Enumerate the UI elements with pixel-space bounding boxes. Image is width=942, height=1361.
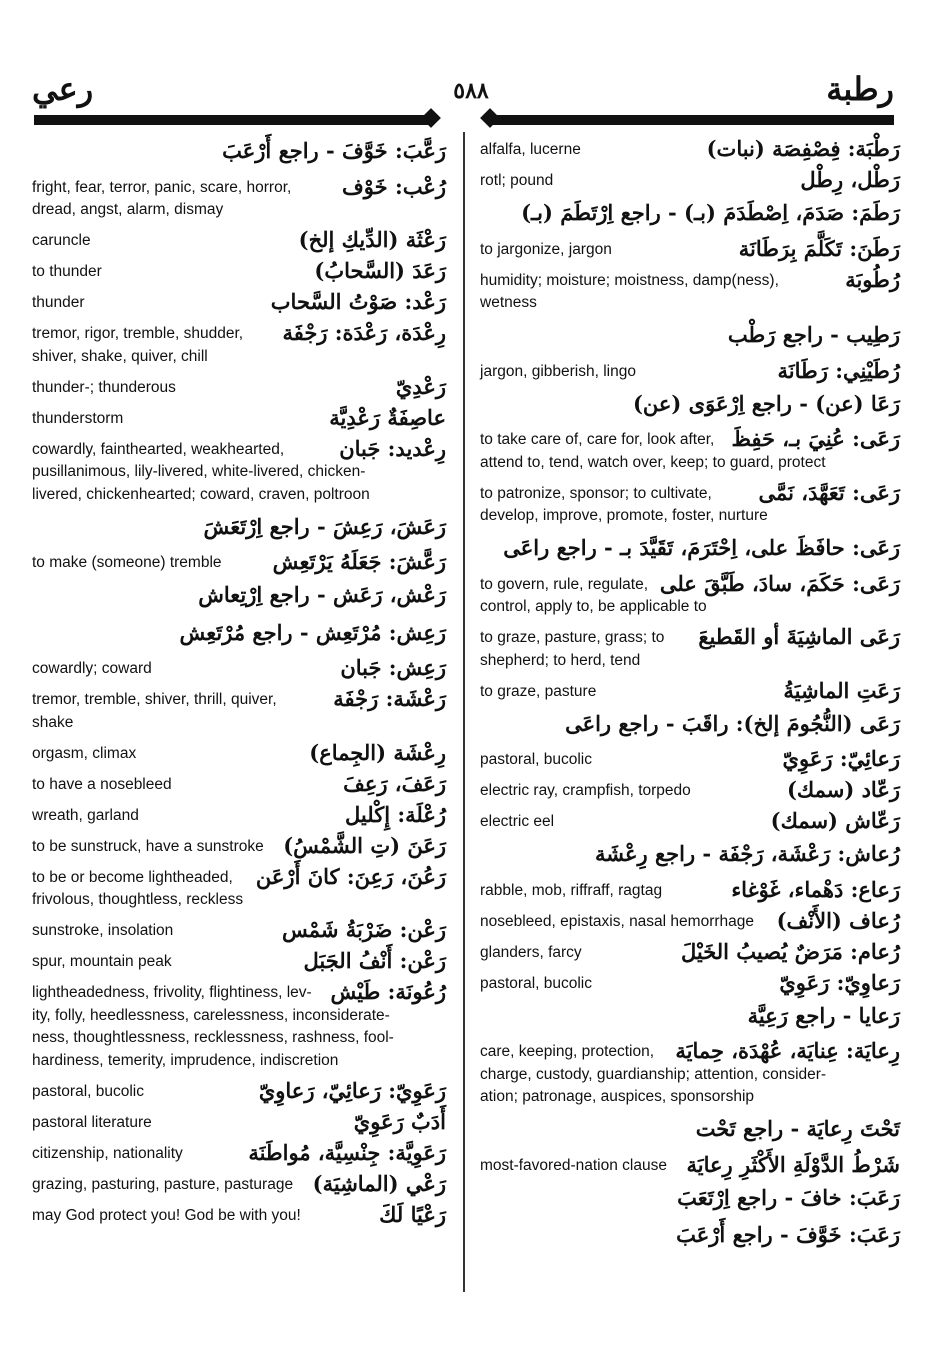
arabic-headword: رَطْل، رِطْل — [800, 167, 900, 192]
english-definition: to graze, pasture, grass; to — [480, 629, 665, 646]
dictionary-entry — [32, 800, 446, 828]
english-definition: thunder-; thunderous — [32, 378, 176, 396]
english-definition: tremor, tremble, shiver, thrill, quiver, — [32, 691, 277, 708]
arabic-headword: رَعَوِيّ: رَعائِيّ، رَعاوِيّ — [258, 1077, 446, 1103]
arabic-headword: رَعْثَة (الدِّيكِ إلخ) — [298, 227, 446, 252]
english-definition: control, apply to, be applicable to — [480, 598, 707, 615]
arabic-headword: رَعْد: صَوْتُ السَّحاب — [270, 289, 446, 314]
english-definition: wreath, garland — [32, 806, 139, 824]
english-definition: pastoral literature — [32, 1113, 152, 1131]
dictionary-entry — [32, 1076, 446, 1104]
dictionary-entry — [480, 622, 900, 672]
english-definition: jargon, gibberish, lingo — [480, 362, 636, 380]
dictionary-entry — [480, 318, 900, 352]
english-definition: ation; patronage, auspices, sponsorship — [480, 1088, 755, 1105]
english-definition: citizenship, nationality — [32, 1144, 183, 1162]
english-definition: pastoral, bucolic — [32, 1082, 145, 1100]
arabic-headword: رُعاف (الأَنْف) — [776, 907, 900, 933]
dictionary-entry — [480, 744, 900, 772]
arabic-headword: رَطَمَ: صَدَمَ، اِصْطَدَمَ (بـ) - راجع اِرْتَطَمَ (بـ) — [521, 200, 900, 225]
arabic-headword: رَعْيًا لَكَ — [379, 1201, 446, 1227]
dictionary-entry — [480, 424, 900, 474]
dictionary-entry — [32, 1107, 446, 1135]
dictionary-entry — [480, 196, 900, 230]
english-definition: lightheadedness, frivolity, flightiness, lev- — [32, 984, 312, 1001]
dictionary-entry — [480, 906, 900, 934]
arabic-headword: رَعَّشَ: جَعَلَهُ يَرْتَعِش — [272, 549, 446, 574]
dictionary-entry — [32, 977, 446, 1072]
dictionary-entry — [480, 1150, 900, 1178]
dictionary-entry — [32, 172, 446, 222]
dictionary-entry — [480, 707, 900, 741]
dictionary-entry — [480, 569, 900, 619]
english-definition: rabble, mob, riffraff, ragtag — [480, 881, 663, 899]
arabic-headword: رَعِش: مُرْتَعِش - راجع مُرْتَعِش — [179, 619, 446, 645]
dictionary-entry — [480, 478, 900, 528]
arabic-headword: رَعَى: عُنِيَ بـ، حَفِظَ — [731, 426, 900, 451]
arabic-headword: رَعّاش (سمك) — [770, 808, 900, 833]
arabic-headword: رَعائِيّ: رَعَوِيّ — [782, 746, 900, 771]
arabic-headword: رَعايا - راجع رَعِيَّة — [747, 1002, 900, 1028]
arabic-headword: رُعْب: خَوْف — [342, 173, 446, 199]
dictionary-entry — [480, 837, 900, 871]
english-definition: glanders, farcy — [480, 943, 582, 961]
arabic-headword: رَعُنَ، رَعِنَ: كانَ أَرْعَن — [255, 863, 446, 889]
dictionary-entry — [32, 134, 446, 168]
dictionary-entry — [32, 547, 446, 575]
english-definition: orgasm, climax — [32, 744, 137, 762]
arabic-headword: رَعْشَة: رَجْفَة — [333, 686, 446, 711]
arabic-headword: رَعَى الماشِيَةَ أو القَطيعَ — [698, 624, 900, 649]
header-rule-right — [490, 115, 894, 125]
arabic-headword: رَعَوِيَّة: جِنْسِيَّة، مُواطَنَة — [248, 1139, 446, 1165]
english-definition: care, keeping, protection, — [480, 1043, 655, 1060]
arabic-headword: عاصِفَةٌ رَعْدِيَّة — [329, 404, 446, 430]
arabic-headword: رَعَبَ: خَوَّفَ - راجع أَرْعَبَ — [676, 1222, 900, 1247]
dictionary-entry — [32, 915, 446, 943]
arabic-headword: شَرْطُ الدَّوْلَةِ الأَكْثَرِ رِعايَة — [686, 1151, 900, 1177]
dictionary-entry — [32, 225, 446, 253]
dictionary-entry — [480, 1112, 900, 1146]
arabic-headword: رِعْدَة، رَعْدَة: رَجْفَة — [282, 320, 446, 345]
arabic-headword: رَعاع: دَهْماء، غَوْغاء — [731, 876, 900, 902]
english-definition: to be sunstruck, have a sunstroke — [32, 837, 264, 855]
english-definition: rotl; pound — [480, 172, 554, 189]
arabic-headword: رَعِش: جَبان — [340, 655, 446, 680]
dictionary-entry — [480, 999, 900, 1033]
arabic-headword: رَعَدَ (السَّحابُ) — [314, 258, 446, 283]
dictionary-entry — [480, 1036, 900, 1109]
english-definition: ness, thoughtlessness, recklessness, rashness, fool- — [32, 1029, 394, 1046]
dictionary-entry — [480, 676, 900, 704]
arabic-headword: رَعْدِيّ — [395, 373, 446, 399]
english-definition: to make (someone) tremble — [32, 554, 222, 571]
dictionary-entry — [480, 165, 900, 193]
right-column — [480, 134, 900, 1256]
english-definition: shake — [32, 713, 74, 731]
english-definition: attend to, tend, watch over, keep; to guard, protect — [480, 453, 826, 471]
arabic-headword: رَعَتِ الماشِيَةُ — [783, 677, 900, 703]
arabic-headword: رَعْش، رَعَش - راجع اِرْتِعاش — [198, 582, 446, 607]
arabic-headword: رُعاش: رَعْشَة، رَجْفَة - راجع رِعْشَة — [595, 841, 900, 866]
english-definition: to thunder — [32, 263, 102, 280]
arabic-headword: رِعايَة: عِنايَة، عُهْدَة، حِمايَة — [675, 1038, 900, 1063]
arabic-headword: رُعْلَة: إِكْليل — [345, 801, 446, 827]
english-definition: to be or become lightheaded, — [32, 868, 233, 886]
arabic-headword: رَعْي (الماشِيَة) — [312, 1170, 446, 1196]
dictionary-entry — [32, 684, 446, 734]
arabic-headword: رَطِيب - راجع رَطْب — [727, 322, 900, 347]
arabic-headword: رَعَى (النُّجُومَ إلخ): راقَبَ - راجع راعَى — [565, 710, 900, 736]
english-definition: alfalfa, lucerne — [480, 141, 581, 158]
arabic-headword: رَطَنَ: تَكَلَّمَ بِرَطَانَة — [738, 235, 900, 261]
english-definition: frivolous, thoughtless, reckless — [32, 891, 244, 908]
dictionary-entry — [32, 287, 446, 315]
english-definition: pastoral, bucolic — [480, 751, 593, 768]
arabic-headword: رَعْن: ضَرْبَةُ شَمْس — [281, 917, 446, 942]
arabic-headword: رَطْبَة: فِصْفِصَة (نبات) — [706, 136, 900, 161]
english-definition: to have a nosebleed — [32, 775, 172, 793]
dictionary-entry — [480, 968, 900, 996]
english-definition: humidity; moisture; moistness, damp(ness), — [480, 271, 779, 289]
english-definition: may God protect you! God be with you! — [32, 1206, 301, 1224]
english-definition: cowardly, fainthearted, weakhearted, — [32, 440, 285, 458]
dictionary-entry — [480, 234, 900, 262]
english-definition: pusillanimous, lily-livered, white-livered, chicken- — [32, 463, 366, 480]
dictionary-entry — [32, 946, 446, 974]
dictionary-entry — [480, 806, 900, 834]
dictionary-entry — [32, 1200, 446, 1228]
dictionary-entry — [32, 256, 446, 284]
english-definition: to govern, rule, regulate, — [480, 575, 649, 593]
english-definition: to graze, pasture — [480, 682, 597, 700]
arabic-headword: رَعَشَ، رَعِشَ - راجع اِرْتَعَشَ — [203, 513, 446, 539]
dictionary-entry — [32, 578, 446, 612]
english-definition: spur, mountain peak — [32, 953, 172, 970]
page-number: ٥٨٨ — [453, 78, 489, 104]
dictionary-entry — [480, 134, 900, 162]
english-definition: hardiness, temerity, imprudence, indiscretion — [32, 1051, 339, 1069]
english-definition: ity, folly, heedlessness, carelessness, inconsiderate- — [32, 1006, 390, 1024]
running-headword-left: رعي — [32, 70, 94, 108]
english-definition: shepherd; to herd, tend — [480, 651, 641, 669]
english-definition: charge, custody, guardianship; attention, consider- — [480, 1065, 827, 1083]
dictionary-entry — [32, 738, 446, 766]
english-definition: to take care of, care for, look after, — [480, 431, 715, 448]
arabic-headword: رُطُوبَة — [845, 266, 900, 292]
english-definition: to patronize, sponsor; to cultivate, — [480, 484, 712, 502]
arabic-headword: رُعُونَة: طَيْش — [330, 979, 446, 1004]
dictionary-entry — [480, 1181, 900, 1215]
arabic-headword: رِعْديد: جَبان — [339, 435, 446, 461]
english-definition: cowardly; coward — [32, 660, 152, 677]
left-column — [32, 134, 446, 1231]
english-definition: pastoral, bucolic — [480, 974, 593, 992]
header-rule-left — [34, 115, 430, 125]
english-definition: livered, chickenhearted; coward, craven, poltroon — [32, 485, 370, 503]
english-definition: to jargonize, jargon — [480, 240, 612, 258]
arabic-headword: رَعّاد (سمك) — [786, 777, 900, 802]
english-definition: electric eel — [480, 813, 555, 830]
dictionary-entry — [480, 356, 900, 384]
arabic-headword: رُعام: مَرَضٌ يُصيبُ الخَيْلَ — [680, 938, 900, 964]
english-definition: caruncle — [32, 232, 91, 249]
english-definition: shiver, shake, quiver, chill — [32, 347, 208, 365]
english-definition: thunder — [32, 294, 85, 311]
dictionary-entry — [480, 531, 900, 565]
dictionary-entry — [32, 616, 446, 650]
dictionary-entry — [480, 1218, 900, 1252]
arabic-headword: رَعَّبَ: خَوَّفَ - راجع أَرْعَبَ — [222, 138, 446, 163]
dictionary-entry — [32, 372, 446, 400]
dictionary-entry — [32, 403, 446, 431]
dictionary-entry — [32, 1169, 446, 1197]
english-definition: tremor, rigor, tremble, shudder, — [32, 325, 244, 342]
dictionary-entry — [32, 1138, 446, 1166]
column-divider — [463, 132, 465, 1292]
dictionary-entry — [32, 831, 446, 859]
dictionary-entry — [32, 769, 446, 797]
dictionary-entry — [480, 937, 900, 965]
dictionary-entry — [480, 875, 900, 903]
english-definition: dread, angst, alarm, dismay — [32, 201, 224, 218]
english-definition: develop, improve, promote, foster, nurture — [480, 507, 768, 524]
english-definition: nosebleed, epistaxis, nasal hemorrhage — [480, 912, 755, 930]
dictionary-entry — [32, 510, 446, 544]
dictionary-entry — [480, 387, 900, 421]
dictionary-entry — [480, 775, 900, 803]
english-definition: sunstroke, insolation — [32, 922, 174, 939]
english-definition: thunderstorm — [32, 409, 124, 427]
english-definition: grazing, pasturing, pasture, pasturage — [32, 1175, 294, 1193]
arabic-headword: رَعَفَ، رَعِفَ — [343, 770, 446, 796]
dictionary-entry — [32, 434, 446, 507]
dictionary-entry — [480, 265, 900, 315]
arabic-headword: رَعَبَ: خافَ - راجع اِرْتَعَبَ — [677, 1184, 900, 1210]
arabic-headword: رَعَى: تَعَهَّدَ، نَمَّى — [758, 479, 900, 505]
arabic-headword: رَعَى: حَكَمَ، سادَ، طَبَّقَ على — [659, 570, 900, 596]
english-definition: fright, fear, terror, panic, scare, horror, — [32, 178, 292, 196]
arabic-headword: رَعَى: حافَظَ على، اِحْتَرَمَ، تَقَيَّدَ بـ - راجع راعَى — [503, 535, 900, 560]
english-definition: most-favored-nation clause — [480, 1156, 667, 1174]
dictionary-entry — [32, 318, 446, 368]
dictionary-entry — [32, 653, 446, 681]
arabic-headword: رُطَيْنِي: رَطَانَة — [777, 357, 900, 383]
arabic-headword: أَدَبٌ رَعَوِيّ — [353, 1108, 446, 1134]
english-definition: electric ray, crampfish, torpedo — [480, 782, 691, 799]
arabic-headword: رَعَنَ (تِ الشَّمْسُ) — [283, 832, 446, 858]
running-headword-right: رطبة — [826, 70, 894, 108]
english-definition: wetness — [480, 294, 537, 311]
arabic-headword: رِعْشَة (الجِماع) — [309, 739, 446, 765]
arabic-headword: رَعاوِيّ: رَعَوِيّ — [779, 969, 900, 995]
arabic-headword: تَحْتَ رِعايَة - راجع تَحْت — [695, 1116, 900, 1141]
arabic-headword: رَعَا (عن) - راجع اِرْعَوَى (عن) — [632, 390, 900, 416]
arabic-headword: رَعْن: أَنْفُ الجَبَل — [303, 948, 446, 973]
dictionary-entry — [32, 862, 446, 912]
